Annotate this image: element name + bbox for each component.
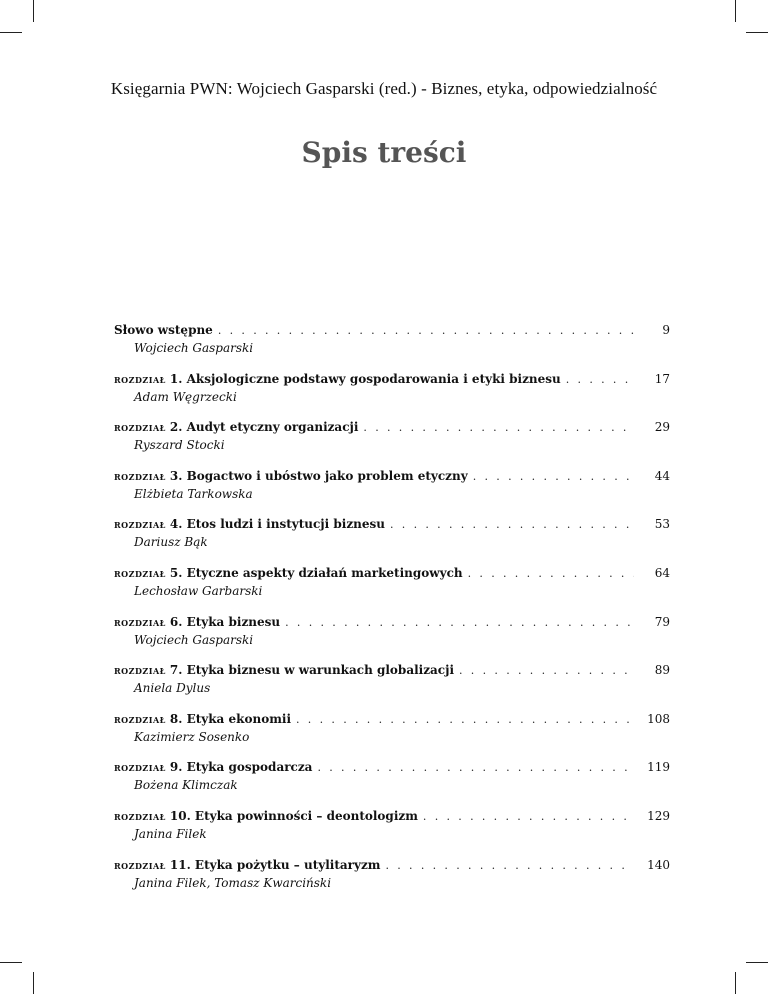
chapter-title[interactable]: 1. Aksjologiczne podstawy gospodarowania i etyki biznesu (169, 371, 561, 386)
toc-entry[interactable] (114, 419, 670, 468)
page-number: 140 (647, 857, 670, 872)
running-header: Księgarnia PWN: Wojciech Gasparski (red.) - Biznes, etyka, odpowiedzialność (110, 79, 658, 98)
page-number: 9 (662, 323, 670, 337)
chapter-title[interactable]: 7. Etyka biznesu w warunkach globalizacji (169, 663, 455, 678)
chapter-author: Dariusz Bąk (134, 535, 208, 550)
page-number: 29 (654, 420, 670, 435)
chapter-author: Elżbieta Tarkowska (134, 486, 253, 501)
dot-leader (473, 469, 634, 485)
chapter-title[interactable]: 3. Bogactwo i ubóstwo jako problem etyczny (169, 468, 468, 483)
crop-mark-top-right-vertical (735, 0, 736, 22)
toc-entry[interactable] (114, 322, 670, 371)
page-number: 119 (647, 760, 670, 775)
page-number: 44 (654, 468, 670, 483)
toc-entry[interactable] (114, 759, 670, 808)
toc-title-line (114, 371, 634, 388)
page-number: 53 (654, 517, 670, 532)
chapter-label: ROZDZIAŁ (114, 666, 166, 677)
chapter-label: ROZDZIAŁ (114, 763, 166, 774)
chapter-author: Bożena Klimczak (134, 778, 238, 793)
toc-title-line (114, 857, 634, 874)
toc-entry[interactable] (114, 565, 670, 614)
dot-leader (363, 420, 634, 436)
dot-leader (566, 372, 634, 388)
toc-title-line (114, 322, 634, 339)
chapter-author: Janina Filek (134, 826, 207, 841)
crop-mark-bottom-right-vertical (735, 972, 736, 994)
chapter-label: ROZDZIAŁ (114, 374, 166, 385)
dot-leader (317, 760, 634, 776)
page-number: 89 (654, 663, 670, 678)
toc-entry[interactable] (114, 516, 670, 565)
chapter-label: ROZDZIAŁ (114, 471, 166, 482)
toc-title-line (114, 711, 634, 728)
toc-title-line (114, 614, 634, 631)
chapter-label: ROZDZIAŁ (114, 811, 166, 822)
chapter-title[interactable]: 11. Etyka pożytku – utylitaryzm (169, 857, 381, 872)
toc-entry[interactable] (114, 468, 670, 517)
toc-title-line (114, 419, 634, 436)
crop-mark-bottom-left-vertical (33, 972, 34, 994)
chapter-label: ROZDZIAŁ (114, 520, 166, 531)
chapter-author: Ryszard Stocki (134, 438, 225, 453)
toc-title-line (114, 662, 634, 679)
dot-leader (390, 517, 634, 533)
toc-title-line (114, 468, 634, 485)
chapter-label: ROZDZIAŁ (114, 568, 166, 579)
toc-title-line (114, 565, 634, 582)
toc-entry[interactable] (114, 614, 670, 663)
chapter-author: Adam Węgrzecki (134, 389, 237, 404)
dot-leader (468, 566, 634, 582)
chapter-title[interactable]: 10. Etyka powinności – deontologizm (169, 808, 418, 823)
crop-mark-top-left-horizontal (0, 32, 22, 33)
chapter-title[interactable]: 5. Etyczne aspekty działań marketingowych (169, 565, 463, 580)
dot-leader (385, 858, 634, 874)
page-number: 79 (654, 614, 670, 629)
crop-mark-top-right-horizontal (746, 32, 768, 33)
crop-mark-bottom-left-horizontal (0, 962, 22, 963)
toc-title-line (114, 759, 634, 776)
chapter-author: Aniela Dylus (134, 681, 211, 696)
crop-mark-bottom-right-horizontal (746, 962, 768, 963)
page-number: 129 (647, 808, 670, 823)
chapter-title[interactable]: 2. Audyt etyczny organizacji (169, 420, 359, 435)
toc-entry[interactable] (114, 711, 670, 760)
dot-leader (423, 809, 634, 825)
chapter-label: ROZDZIAŁ (114, 423, 166, 434)
chapter-title[interactable]: Słowo wstępne (114, 323, 213, 337)
chapter-label: ROZDZIAŁ (114, 617, 166, 628)
dot-leader (218, 323, 634, 339)
crop-mark-top-left-vertical (33, 0, 34, 22)
chapter-author: Kazimierz Sosenko (134, 729, 250, 744)
chapter-author: Wojciech Gasparski (134, 632, 254, 647)
chapter-title[interactable]: 8. Etyka ekonomii (169, 711, 292, 726)
chapter-title[interactable]: 4. Etos ludzi i instytucji biznesu (169, 517, 385, 532)
toc-entry[interactable] (114, 371, 670, 420)
page-title: Spis treści (301, 136, 467, 169)
dot-leader (296, 712, 634, 728)
toc-title-line (114, 516, 634, 533)
page-number: 108 (647, 711, 670, 726)
chapter-title[interactable]: 6. Etyka biznesu (169, 614, 281, 629)
page-number: 64 (654, 565, 670, 580)
chapter-label: ROZDZIAŁ (114, 714, 166, 725)
toc-entry[interactable] (114, 857, 670, 906)
chapter-label: ROZDZIAŁ (114, 860, 166, 871)
toc-title-line (114, 808, 634, 825)
chapter-author: Lechosław Garbarski (134, 583, 263, 598)
dot-leader (459, 663, 634, 679)
table-of-contents (114, 322, 670, 905)
toc-entry[interactable] (114, 662, 670, 711)
chapter-author: Wojciech Gasparski (134, 341, 254, 355)
chapter-title[interactable]: 9. Etyka gospodarcza (169, 760, 313, 775)
chapter-author: Janina Filek, Tomasz Kwarciński (134, 875, 332, 890)
dot-leader (285, 615, 634, 631)
page-number: 17 (654, 371, 670, 386)
toc-entry[interactable] (114, 808, 670, 857)
